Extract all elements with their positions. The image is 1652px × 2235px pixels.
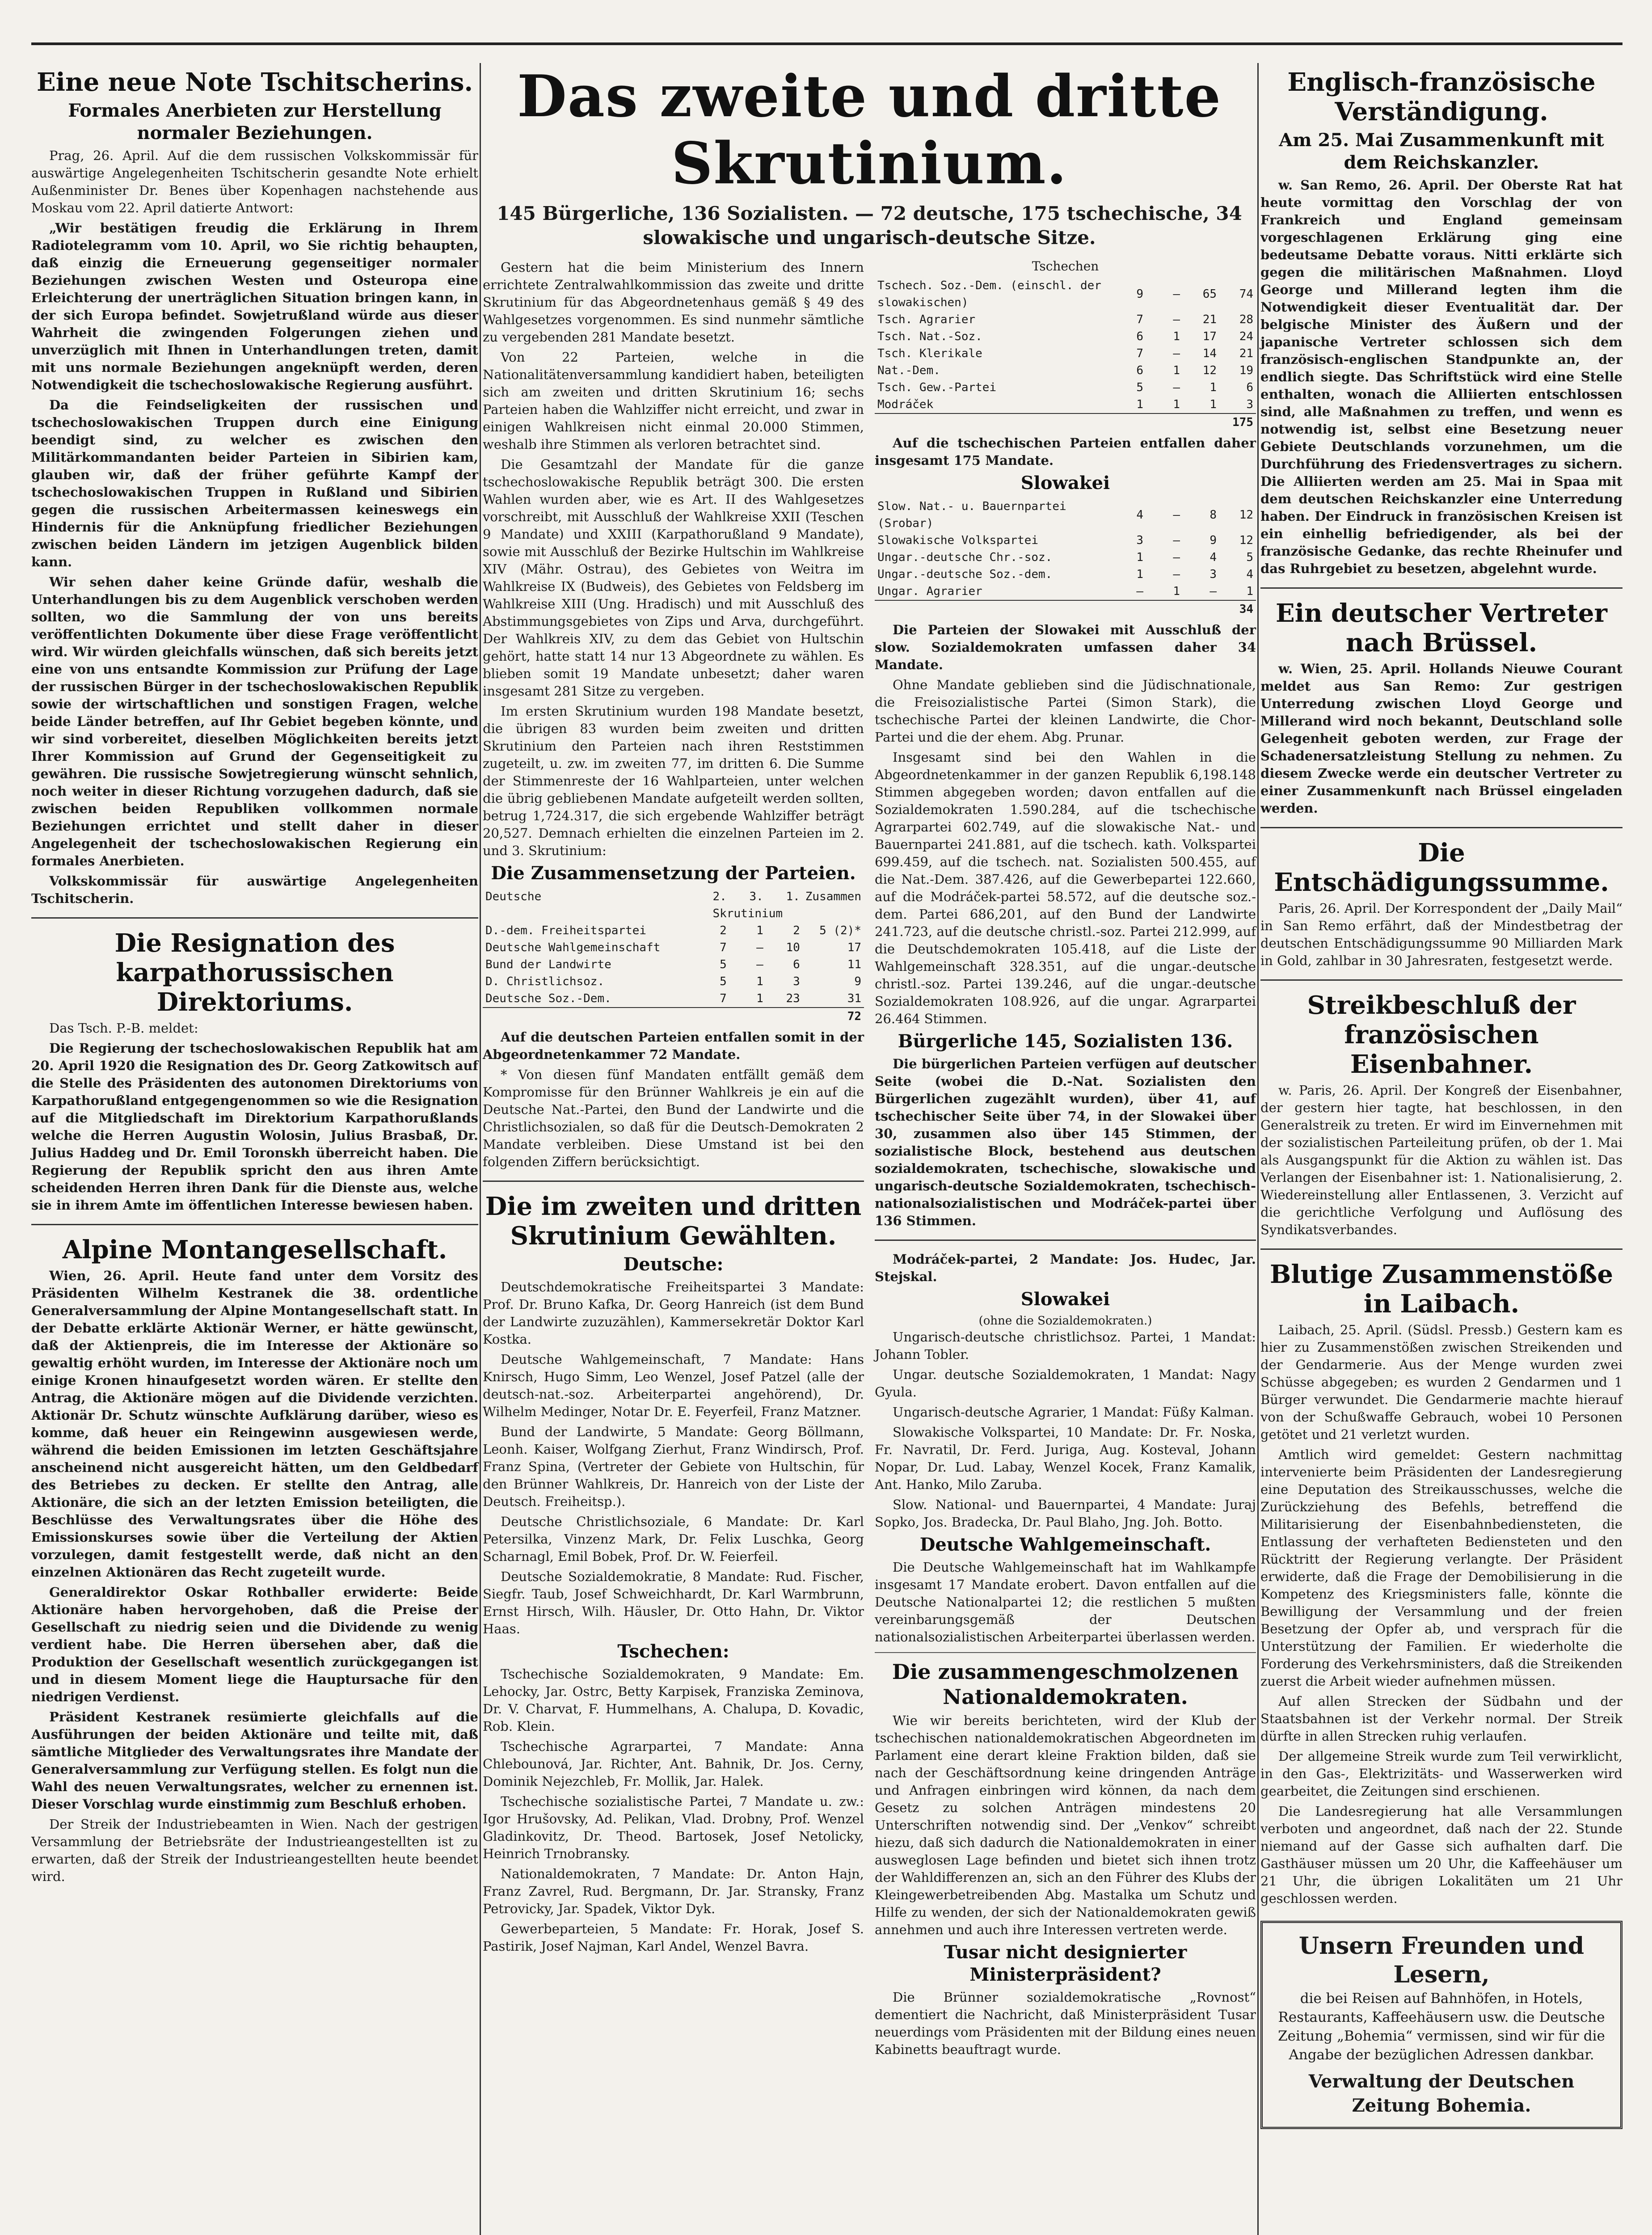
masthead-title: Das zweite und dritte Skrutinium. <box>517 63 1222 197</box>
paragraph: Paris, 26. April. Der Korrespondent der „Daily Mail“ in San Remo erfährt, daß der Mindestbetrag der deutschen Entschädigungssumme 90 Milliarden Mark in Gold, zahlbar in 30 Jahresraten, festgesetzt werde. <box>1260 901 1622 968</box>
paragraph: Die Gesamtzahl der Mandate für die ganze tschechoslowakische Republik beträgt 300. Die ersten Wahlen wurden aber, wie es Art. II des Wahlgesetzes vorschreibt, mit Ausschluß der Wahlkreise XXII (Teschen 9 Mandate) und XXIII (Karpathorußland 9 Mandate), sowie mit Ausschluß der Bezirke Hultschin im Wahlkreise XIV (Mähr. Ostrau), des Gebietes von Weitra im Wahlkreise IX (Budweis), des Gebietes von Feldsberg im Wahlkreise XIII (Ung. Hradisch) und mit Ausschluß des Abstimmungsgebietes von Zips und Arva, durchgeführt. Der Wahlkreis XIV, zu dem das Gebiet von Hultschin gehört, hatte statt 14 nur 13 Abgeordnete zu wählen. Es blieben somit 19 Mandate unbesetzt; daher waren insgesamt 281 Sitze zu vergeben. <box>483 457 864 699</box>
section-heading: Slowakei <box>1020 1289 1110 1310</box>
header-cell: 3. <box>749 890 763 903</box>
table-title: Die Zusammensetzung der Parteien. <box>491 863 856 884</box>
table-row: Ungar. Agrarier — 1 — 1 <box>877 585 1253 598</box>
article-title: Die zusammengeschmolzenen Nationaldemokraten. <box>892 1660 1239 1709</box>
right-column <box>1260 63 1622 2235</box>
paragraph: Modráček-partei, 2 Mandate: Jos. Hudec, Jar. Stejskal. <box>875 1252 1256 1284</box>
divider <box>875 1652 1256 1653</box>
paragraph: Der Streik der Industriebeamten in Wien. Nach der gestrigen Versammlung der Betriebsräte der Industrieangestellten ist zu erwarten, daß der Streik der Industrieangestellten heute beendet wird. <box>31 1817 478 1884</box>
table-total: 72 <box>483 1008 864 1025</box>
divider <box>1260 827 1622 828</box>
table-row: Nat.-Dem. 6 1 12 19 <box>877 364 1253 377</box>
column-rule <box>1257 63 1259 2235</box>
table-header <box>483 888 864 905</box>
notice-title: Unsern Freunden und Lesern, <box>1298 1932 1585 1988</box>
signature: Volkskommissär für auswärtige Angelegenheiten Tschitscherin. <box>31 873 478 906</box>
header-cell: Deutsche <box>485 890 542 903</box>
center-two-columns <box>483 259 1256 2061</box>
headline-deck: 145 Bürgerliche, 136 Sozialisten. — 72 deutsche, 175 tschechische, 34 slowakische und ungarisch-deutsche Sitze. <box>497 202 1242 249</box>
table-row: D. Christlichsoz. 5 1 3 9 <box>485 975 861 988</box>
paragraph: Insgesamt sind bei den Wahlen in die Abgeordnetenkammer in der ganzen Republik 6,198.148 Stimmen abgegeben worden; davon entfallen auf die Sozialdemokraten 1.590.284, auf die tschechische Agrarpartei 602.749, auf die slowakische Nat.- und Bauernpartei 241.881, auf die tschech. kath. Volkspartei 699.459, auf die tschech. nat. Sozialisten 500.455, auf die Nat.-Dem. 387.426, auf die Gewerbepartei 122.660, auf die Modráček-partei 58.572, auf die deutsche soz.-dem. Partei 686,201, auf den Bund der Landwirte 241.723, auf die deutsche christl.-soz. Partei 212.999, auf die Deutschdemokraten 105.418, auf die Liste der Wahlgemeinschaft 328.351, auf die ungar.-deutsche christl.-soz. Partei 139.246, auf die ungar.-deutsche Sozialdemokraten 108.926, auf die ungar. Agrarpartei 26.464 Stimmen. <box>875 750 1256 1026</box>
paragraph: Im ersten Skrutinium wurden 198 Mandate besetzt, die übrigen 83 wurden beim zweiten und dritten Skrutinium den Parteien nach ihren Reststimmen zugeteilt, u. zw. im zweiten 77, im dritten 6. Die Summe der Stimmenreste der 16 Wahlparteien, unter welchen die übrig gebliebenen Mandate aufgeteilt werden sollten, betrug 1,724.317, die sich ergebende Wahlziffer beträgt 20,527. Demnach erhielten die einzelnen Parteien im 2. und 3. Skrutinium: <box>483 704 864 858</box>
header-cell: 2. <box>712 890 727 903</box>
table-row: Tsch. Nat.-Soz. 6 1 17 24 <box>877 330 1253 343</box>
paragraph: „Wir bestätigen freudig die Erklärung in Ihrem Radiotelegramm vom 10. April, wo Sie richtig behaupten, daß einzig die Erneuerung gegenseitiger normaler Beziehungen zwischen Westen und Osteuropa eine Erleichterung der unerträglichen Situation bringen kann, in der sich Europa befindet. Sowjetrußland würde aus dieser Wahrheit die zwingenden Folgerungen ziehen und unverzüglich mit Ihnen in Unterhandlungen treten, damit mit uns normale Beziehungen angeknüpft werden, deren Notwendigkeit die tschechoslowakische Regierung ausführt. <box>31 220 478 392</box>
paragraph: Gestern hat die beim Ministerium des Innern errichtete Zentralwahlkommission das zweite und dritte Skrutinium für das Abgeordnetenhaus gemäß § 49 des Wahlgesetzes vorgenommen. Es sind nunmehr sämtliche zu vergebenden 281 Mandate besetzt. <box>483 260 864 345</box>
paragraph: Ungarisch-deutsche Agrarier, 1 Mandat: Füßy Kalman. <box>893 1404 1254 1420</box>
footnote: * Von diesen fünf Mandaten entfällt gemäß dem Kompromisse für den Brünner Wahlkreis je ein auf die Deutsche Nat.-Partei, den Bund der Landwirte und die Christlichsozialen, so daß für die Deutsch-Demokraten 2 Mandate verbleiben. Diese Umstand ist bei den folgenden Ziffern berücksichtigt. <box>483 1067 864 1169</box>
paragraph: Tschechische Agrarpartei, 7 Mandate: Anna Chlebounová, Jar. Richter, Ant. Bahnik, Dr. Jos. Cerny, Dominik Nejezchleb, Fr. Mollik, Jar. Halek. <box>483 1739 864 1789</box>
column-rule <box>480 63 481 2235</box>
paragraph: w. Wien, 25. April. Hollands Nieuwe Courant meldet aus San Remo: Zur gestrigen Unterredung zwischen Lloyd George und Millerand wird noch bekannt, Deutschland solle Gelegenheit geboten werden, zur Frage der Schadenersatzleistung Stellung zu nehmen. Zu diesem Zwecke werde ein deutscher Vertreter zu einer Zusammenkunft nach Brüssel eingeladen werden. <box>1260 661 1622 816</box>
section-heading: Deutsche: <box>623 1254 724 1275</box>
article-title: Eine neue Note Tschitscherins. <box>36 67 473 97</box>
divider <box>1260 979 1622 981</box>
notice-signature: Verwaltung der Deutschen Zeitung Bohemia. <box>1308 2071 1575 2116</box>
slovak-parties-table <box>875 498 1256 618</box>
table-row: Slow. Nat.- u. Bauernpartei (Srobar) 4 — 8 12 <box>877 500 1253 530</box>
paragraph: Ungarisch-deutsche christlichsoz. Partei, 1 Mandat: Johann Tobler. <box>875 1329 1256 1362</box>
section-heading: Tschechen: <box>617 1641 729 1662</box>
section-heading: Bürgerliche 145, Sozialisten 136. <box>898 1031 1233 1052</box>
paragraph: Präsident Kestranek resümierte gleichfalls auf die Ausführungen der beiden Aktionäre und teilte mit, daß sämtliche Mitglieder des Verwaltungsrates ihre Mandate der Generalversammlung zur Verfügung stellen. Es folgt nun die Wahl des neuen Verwaltungsrates, welcher zu ernennen ist. Dieser Vorschlag wurde einstimmig zum Beschluß erhoben. <box>31 1709 478 1812</box>
paragraph: Wie wir bereits berichteten, wird der Klub der tschechischen nationaldemokratischen Abgeordneten im Parlament eine derart kleine Fraktion bilden, daß sie nach der Geschäftsordnung keine dringenden Anträge und Anfragen einbringen wird können, da nach dem Gesetz zu solchen Anträgen mindestens 20 Unterschriften notwendig sind. Der „Venkov“ schreibt hiezu, daß sich dadurch die Nationaldemokraten in einer ausweglosen Lage befinden und bietet sich ihnen trotz der Wahldifferenzen an, sich an den Führer des Klubs der Kleingewerbetreibenden Abg. Mastalka um Schutz und Hilfe zu wenden, der sich der Nationaldemokraten gewiß annehmen und auch ihre Interessen vertreten werde. <box>875 1713 1256 1937</box>
paragraph: Deutschdemokratische Freiheitspartei 3 Mandate: Prof. Dr. Bruno Kafka, Dr. Georg Hanreich (ist dem Bund der Landwirte zuzuzählen), Kammersekretär Doktor Karl Kostka. <box>483 1279 864 1347</box>
table-row: Tschech. Soz.-Dem. (einschl. der slowakischen) 9 — 65 74 <box>877 279 1253 309</box>
german-parties-table <box>483 888 864 1025</box>
table-note: Auf die tschechischen Parteien entfallen daher insgesamt 175 Mandate. <box>875 435 1256 468</box>
table-total: 175 <box>875 413 1256 431</box>
table-row: Deutsche Soz.-Dem. 7 1 23 31 <box>485 992 861 1005</box>
divider <box>1260 587 1622 589</box>
table-title: Tschechen <box>1032 259 1099 274</box>
table-row: Slowakische Volkspartei 3 — 9 12 <box>877 534 1253 547</box>
table-row: Modráček 1 1 1 3 <box>877 398 1253 411</box>
section-note: (ohne die Sozialdemokraten.) <box>978 1314 1152 1328</box>
paragraph: Gewerbeparteien, 5 Mandate: Fr. Horak, Josef S. Pastirik, Josef Najman, Karl Andel, Wenzel Bavra. <box>483 1921 864 1954</box>
paragraph: Da die Feindseligkeiten der russischen und tschechoslowakischen Truppen durch eine Einigung beendigt sind, zu welcher es zwischen den Militärkommandanten beider Parteien in Sibirien kam, glauben wir, daß der früher geführte Kampf der tschechoslowakischen Truppen in Rußland und Sibirien gegen die russischen Arbeitermassen keineswegs ein Hindernis für die Anknüpfung friedlicher Beziehungen zwischen beiden Ländern im jetzigen Augenblick bilden kann. <box>31 397 478 569</box>
table-row: Ungar.-deutsche Soz.-dem. 1 — 3 4 <box>877 568 1253 581</box>
paragraph: Slowakische Volkspartei, 10 Mandate: Dr. Fr. Noska, Fr. Navratil, Dr. Ferd. Juriga, Aug. Kosteval, Johann Nopar, Dr. Lud. Labay, Wenzel Kocek, Franz Kamalik, Ant. Hanko, Milo Zaruba. <box>875 1425 1256 1492</box>
paragraph: Tschechische Sozialdemokraten, 9 Mandate: Em. Lehocky, Jar. Ostrc, Betty Karpisek, Franziska Zeminova, Dr. V. Charvat, F. Hummelhans, A. Chalupa, D. Kovadic, Rob. Klein. <box>483 1666 864 1734</box>
center-right-subcolumn <box>875 259 1256 2061</box>
header-cell: 1. <box>786 890 800 903</box>
notice-text: die bei Reisen auf Bahnhöfen, in Hotels, Restaurants, Kaffeehäusern usw. die Deutsche Zeitung „Bohemia“ vermissen, sind wir für die Angabe der bezüglichen Adressen dankbar. <box>1278 1990 1605 2063</box>
paragraph: Amtlich wird gemeldet: Gestern nachmittag intervenierte beim Präsidenten der Landesregierung eine Deputation des Streikausschusses, welche die Zurückziehung des Befehls, betreffend die Militarisierung der Eisenbahnbediensteten, die Entlassung der verhafteten Bediensteten und den Rücktritt der Regierung verlangte. Der Präsident erwiderte, daß die Frage der Demobilisierung in die Kompetenz des Kriegsministers falle, könnte die Bewilligung der Versammlung und der freien Besetzung der Opfer ab, und versprach für die Unterstützung der Familien. Er wiederholte die Forderung des Verkehrsministers, daß die Streikenden zuerst die Arbeit wieder aufnehmen müssen. <box>1260 1447 1622 1689</box>
paragraph: Die bürgerlichen Parteien verfügen auf deutscher Seite (wobei die D.-Nat. Sozialisten den Bürgerlichen zugezählt wurden), über 41, auf tschechischer Seite über 74, in der Slowakei über 30, zusammen also über 145 Stimmen, der sozialistische Block, bestehend aus deutschen sozialdemokraten, tschechische, slowakische und ungarisch-deutsche Sozialdemokraten, tschechisch-nationalsozialistischen und Modráček-partei über 136 Stimmen. <box>875 1056 1256 1228</box>
paragraph: Deutsche Wahlgemeinschaft, 7 Mandate: Hans Knirsch, Hugo Simm, Leo Wenzel, Josef Patzel (alle der deutsch-nat.-soz. Arbeiterpartei angehörend), Dr. Wilhelm Medinger, Notar Dr. E. Feyerfeil, Franz Matzner. <box>483 1352 864 1419</box>
newspaper-page <box>31 42 1622 2235</box>
article-title: Alpine Montangesellschaft. <box>62 1235 447 1265</box>
header-cell: Zusammen <box>805 890 861 903</box>
table-note: Die Parteien der Slowakei mit Ausschluß der slow. Sozialdemokraten umfassen daher 34 Mandate. <box>875 622 1256 672</box>
section-heading: Deutsche Wahlgemeinschaft. <box>919 1534 1211 1555</box>
paragraph: Die Brünner sozialdemokratische „Rovnost“ dementiert die Nachricht, daß Ministerpräsident Tusar neuerdings vom Präsidenten mit der Bildung eines neuen Kabinetts beauftragt wurde. <box>875 1990 1256 2057</box>
czech-parties-table <box>875 277 1256 431</box>
table-subheader <box>483 905 864 922</box>
divider <box>31 917 478 919</box>
divider <box>31 1224 478 1225</box>
article-subtitle: Formales Anerbieten zur Herstellung normaler Beziehungen. <box>68 100 442 143</box>
table-row: Tsch. Gew.-Partei 5 — 1 6 <box>877 381 1253 394</box>
paragraph: w. San Remo, 26. April. Der Oberste Rat hat heute vormittag den Vorschlag der von Frankreich und England gemeinsam vorgeschlagenen Erklärung ging eine bedeutsame Debatte voraus. Nitti erklärte sich gegen die militärischen Maßnahmen. Lloyd George und Millerand legten ihm die Notwendigkeit dieser Eventualität dar. Der belgische Minister des Äußern und der japanische Vertreter schlossen sich dem französisch-englischen Standpunkte an, der endlich siegte. Das Schriftstück wird eine Stelle enthalten, wonach die Alliierten entschlossen sind, alle Maßnahmen zu treffen, und wenn es notwendig ist, selbst eine Besetzung neuer Gebiete Deutschlands vorzunehmen, um die Durchführung des Friedensvertrages zu sichern. Die Alliierten werden am 25. Mai in Spaa mit dem deutschen Reichskanzler eine Unterredung haben. Der Eindruck in französischen Kreisen ist ein einhellig befriedigender, als bei der französische Gedanke, das rechte Rheinufer und das Ruhrgebiet zu besetzen, abgelehnt wurde. <box>1260 177 1622 576</box>
table-row: Tsch. Klerikale 7 — 14 21 <box>877 347 1253 360</box>
section-heading: Tusar nicht designierter Ministerpräsident? <box>944 1942 1187 1985</box>
divider <box>1260 1248 1622 1250</box>
paragraph: Die Landesregierung hat alle Versammlungen verboten und angeordnet, daß nach der 22. Stunde niemand auf der Gasse sich aufhalten darf. Die Gasthäuser müssen um 20 Uhr, die Kaffeehäuser um 21 Uhr, die übrigen Lokalitäten um 21 Uhr geschlossen werden. <box>1260 1804 1622 1906</box>
paragraph: Ungar. deutsche Sozialdemokraten, 1 Mandat: Nagy Gyula. <box>875 1367 1256 1400</box>
paragraph: Slow. National- und Bauernpartei, 4 Mandate: Juraj Sopko, Jos. Bradecka, Dr. Paul Blaho, Jng. Joh. Botto. <box>875 1497 1256 1530</box>
table-total: 34 <box>875 600 1256 618</box>
paragraph: Wien, 26. April. Heute fand unter dem Vorsitz des Präsidenten Wilhelm Kestranek die 38. ordentliche Generalversammlung der Alpine Montangesellschaft statt. In der Debatte erklärte Aktionär Werner, er hätte gewünscht, daß der Aktienpreis, die im Interesse der Aktionäre so gewaltig erhöht wurden, im Interesse der Aktionäre noch um einige Kronen hinaufgesetzt worden wären. Er stellte den Antrag, die Aktionäre mögen auf die Dividende verzichten. Aktionär Dr. Schutz wünschte Aufklärung darüber, wieso es komme, daß heuer ein Reingewinn ausgewiesen werde, während die beiden Emissionen im letzten Geschäftsjahre anscheinend nicht ausgereicht hätten, um den Geldbedarf des Betriebes zu decken. Er stellte den Antrag, alle Aktionäre, die sich an der letzten Emission beteiligten, die Beschlüsse des Verwaltungsrates über die Höhe des Emissionskurses sowie über die Verteilung der Aktien vorzulegen, damit festgestellt werde, daß nicht an den einzelnen Aktionären das Recht zugeteilt wurde. <box>31 1268 478 1580</box>
center-left-subcolumn <box>483 259 864 2061</box>
article-title: Englisch-französische Verständigung. <box>1287 67 1596 127</box>
paragraph: Ohne Mandate geblieben sind die Jüdischnationale, die Freisozialistische Partei (Simon Stark), die tschechische Partei der kleinen Landwirte, die Chor-Partei und die der ehem. Abg. Prunar. <box>875 677 1256 745</box>
paragraph: Auf allen Strecken der Südbahn und der Staatsbahnen ist der Verkehr normal. Der Streik dürfte in allen Strecken ruhig verlaufen. <box>1260 1694 1622 1744</box>
paragraph: Wir sehen daher keine Gründe dafür, weshalb die Unterhandlungen bis zu dem Augenblick verschoben werden sollten, wo die Sammlung der von uns bereits veröffentlichten Dokumente über diese Frage veröffentlicht wird. Wir würden gleichfalls wünschen, daß sich bereits jetzt eine von uns entsandte Kommission zur Prüfung der Lage der russischen Bürger in der tschechoslowakischen Republik sowie der wirtschaftlichen und sonstigen Fragen, welche beide Länder betreffen, auf Ihr Gebiet begeben könnte, und wir sind vorbereitet, dieselben Möglichkeiten bereits jetzt Ihrer Kommission auf Grund der Gegenseitigkeit zu gewähren. Die russische Sowjetregierung wünscht sehnlich, noch weiter in dieser Richtung vorzugehen dadurch, daß sie zwischen beiden Republiken vollkommen normale Beziehungen errichtet und stellt daher in dieser Angelegenheit der tschechoslowakischen Regierung ein formales Anerbieten. <box>31 574 478 869</box>
paragraph: Generaldirektor Oskar Rothballer erwiderte: Beide Aktionäre haben hervorgehoben, daß die Preise der Gesellschaft zu niedrig seien und die Dividende zu wenig verdient habe. Die Herren übersehen aber, daß die Produktion der Gesellschaft wesentlich zurückgegangen ist und in diesem Moment liege die Hauptursache für den niedrigen Verdienst. <box>31 1585 478 1704</box>
paragraph: Von 22 Parteien, welche in die Nationalitätenversammlung kandidiert haben, beteiligten sich am zweiten und dritten Skrutinium 16; sechs Parteien haben die Wahlziffer nicht erreicht, und zwar in einigen Wahlkreisen nicht einmal 20.000 Stimmen, weshalb ihre Stimmen als verloren betrachtet sind. <box>483 350 864 452</box>
left-column <box>31 63 478 2235</box>
divider <box>875 1240 1256 1241</box>
paragraph: Nationaldemokraten, 7 Mandate: Dr. Anton Hajn, Franz Zavrel, Rud. Bergmann, Dr. Jar. Stransky, Franz Petrovicky, Jar. Spadek, Viktor Dyk. <box>483 1866 864 1916</box>
table-row: Deutsche Wahlgemeinschaft 7 — 10 17 <box>485 941 861 954</box>
paragraph: w. Paris, 26. April. Der Kongreß der Eisenbahner, der gestern hier tagte, hat beschlossen, in den Generalstreik zu treten. Er wird im Einvernehmen mit der sozialistischen Parteileitung prüfen, ob der 1. Mai als Ausgangspunkt für die Aktion zu wählen ist. Das Verlangen der Eisenbahner ist: 1. Nationalisierung, 2. Wiedereinstellung aller Entlassenen, 3. Verzicht auf die gerichtliche Verfolgung und Auflösung des Syndikatsverbandes. <box>1260 1083 1622 1237</box>
article-subtitle: Am 25. Mai Zusammenkunft mit dem Reichskanzler. <box>1279 130 1604 173</box>
article-title: Die im zweiten und dritten Skrutinium Gewählten. <box>485 1192 862 1251</box>
article-title: Streikbeschluß der französischen Eisenbahner. <box>1307 991 1576 1079</box>
article-title: Blutige Zusammenstöße in Laibach. <box>1270 1260 1613 1319</box>
paragraph: Deutsche Sozialdemokratie, 8 Mandate: Rud. Fischer, Siegfr. Taub, Josef Schweichhardt, Dr. Karl Warmbrunn, Ernst Hirsch, Wilh. Häusler, Dr. Otto Hahn, Dr. Viktor Haas. <box>483 1569 864 1636</box>
paragraph: Tschechische sozialistische Partei, 7 Mandate u. zw.: Igor Hrušovsky, Ad. Pelikan, Vlad. Drobny, Prof. Wenzel Gladinkovitz, Dr. Theod. Bartosek, Josef Netolicky, Heinrich Trnobransky. <box>483 1794 864 1861</box>
article-title: Ein deutscher Vertreter nach Brüssel. <box>1276 599 1607 658</box>
divider <box>483 1181 864 1182</box>
article-title: Die Entschädigungssumme. <box>1274 838 1609 897</box>
article-title: Die Resignation des karpathorussischen Direktoriums. <box>114 928 395 1017</box>
paragraph: Deutsche Christlichsoziale, 6 Mandate: Dr. Karl Petersilka, Vinzenz Mark, Dr. Felix Luschka, Georg Scharnagl, Emil Bobek, Prof. Dr. W. Feierfeil. <box>483 1514 864 1564</box>
table-row: Tsch. Agrarier 7 — 21 28 <box>877 313 1253 326</box>
paragraph: Laibach, 25. April. (Südsl. Pressb.) Gestern kam es hier zu Zusammenstößen zwischen Streikenden und der Gendarmerie. Aus der Menge wurden zwei Schüsse abgegeben; es wurden 2 Gendarmen und 1 Bürger verwundet. Die Gendarmerie machte hierauf von der Schußwaffe Gebrauch, wobei 10 Personen getötet und 21 verletzt wurden. <box>1260 1322 1622 1442</box>
paragraph: Bund der Landwirte, 5 Mandate: Georg Böllmann, Leonh. Kaiser, Wolfgang Zierhut, Franz Windirsch, Prof. Franz Spina, (Vertreter der Gebiete von Hultschin, für den Brünner Wahlkreis, Dr. Hanreich von der Liste der Deutsch. Freiheitsp.). <box>483 1424 864 1509</box>
header-cell: Skrutinium <box>712 907 783 920</box>
paragraph: Prag, 26. April. Auf die dem russischen Volkskommissär für auswärtige Angelegenheiten Tschitscherin gesandte Note erhielt Außenminister Dr. Benes über Kopenhagen nachstehende aus Moskau vom 22. April datierte Antwort: <box>31 148 478 215</box>
paragraph: Die Deutsche Wahlgemeinschaft hat im Wahlkampfe insgesamt 17 Mandate erobert. Davon entfallen auf die Deutsche Nationalpartei 12; die restlichen 5 mußten vereinbarungsgemäß der Deutschen nationalsozialistischen Arbeiterpartei überlassen werden. <box>875 1560 1256 1645</box>
paragraph: Die Regierung der tschechoslowakischen Republik hat am 20. April 1920 die Resignation des Dr. Georg Zatkowitsch auf die Stelle des Präsidenten des autonomen Direktoriums von Karpathorußland entgegengenommen so wie die Resignation auf die Mitgliedschaft im Direktorium Karpathorußlands welche die Herren Augustin Wolosin, Julius Brasbaß, Dr. Julius Haddeg und Dr. Emil Toronskh überreicht haben. Die Regierung der Republik spricht den aus ihren Amte scheidenden Herren ihren Dank für die Dienste aus, welche sie in ihrem Amte im öffentlichen Interesse bewiesen haben. <box>31 1041 478 1213</box>
paragraph: Der allgemeine Streik wurde zum Teil verwirklicht, in den Gas-, Elektrizitäts- und Wasserwerken wird gearbeitet, die Zeitungen sind erschienen. <box>1260 1749 1622 1799</box>
table-row: Ungar.-deutsche Chr.-soz. 1 — 4 5 <box>877 551 1253 564</box>
table-row: Bund der Landwirte 5 — 6 11 <box>485 958 861 971</box>
paragraph: Das Tsch. P.-B. meldet: <box>49 1021 198 1036</box>
table-note: Auf die deutschen Parteien entfallen somit in der Abgeordnetenkammer 72 Mandate. <box>483 1029 864 1062</box>
center-column <box>483 63 1256 2235</box>
table-title: Slowakei <box>1020 472 1110 493</box>
reader-notice-box <box>1260 1921 1622 2129</box>
table-row: D.-dem. Freiheitspartei 2 1 2 5 (2)* <box>485 924 861 937</box>
